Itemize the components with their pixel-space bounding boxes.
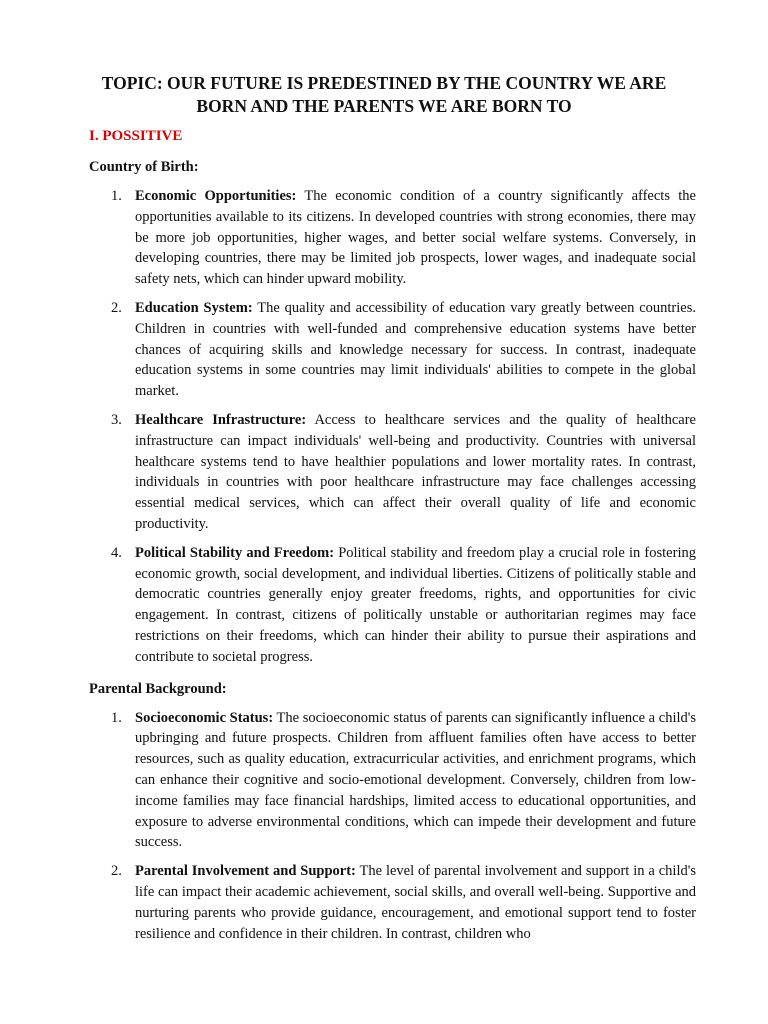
- list-item-text: The economic condition of a country significantly affects the opportunities available to its citizens. In developed countries with strong economies, there may be more job opportunities, higher wages, and better social welfare systems. Conversely, in developing countries, there may be limited job prospects, lower wages, and inadequate social safety nets, which can hinder upward mobility.: [135, 188, 696, 288]
- list-item-lead: Parental Involvement and Support:: [135, 863, 356, 880]
- list-item-lead: Healthcare Infrastructure:: [135, 411, 307, 428]
- list-item-text: The level of parental involvement and support in a child's life can impact their academic achievement, social skills, and overall well-being. Supportive and nurturing parents who provide guidance, encouragement, and emotional support tend to foster resilience and confidence in their children. In contrast, children who: [135, 863, 696, 942]
- list-item-number: 3.: [111, 411, 122, 428]
- list-item-text: Political stability and freedom play a crucial role in fostering economic growth, social development, and individual liberties. Citizens of politically stable and democratic countries generally enjoy greater freedoms, rights, and opportunities for civic engagement. In contrast, citizens of politically unstable or authoritarian regimes may face restrictions on their freedoms, which can hinder their ability to pursue their aspirations and contribute to societal progress.: [135, 544, 696, 665]
- list-item-text: The quality and accessibility of education vary greatly between countries. Children in countries with well-funded and comprehensive education systems have better chances of acquiring skills and knowledge necessary for success. In contrast, inadequate education systems in some countries may limit individuals' abilities to compete in the global market.: [135, 299, 696, 400]
- list-item: [89, 543, 696, 668]
- list-item-lead: Socioeconomic Status:: [135, 709, 274, 726]
- list-item-number: 1.: [111, 188, 122, 204]
- list-item-lead: Economic Opportunities:: [135, 188, 297, 204]
- list-item-number: 4.: [111, 544, 122, 561]
- parental-background-list: [89, 708, 696, 945]
- list-item: [89, 410, 696, 535]
- list-item: [89, 186, 696, 290]
- section-heading: I. POSSITIVE: [89, 128, 183, 144]
- parental-background-heading: Parental Background:: [89, 680, 227, 697]
- list-item: [89, 708, 696, 854]
- list-item: [89, 298, 696, 402]
- list-item-text: The socioeconomic status of parents can significantly influence a child's upbringing and future prospects. Children from affluent families often have access to better resources, such as quality education, extracurricular activities, and enrichment programs, which can enhance their cognitive and socio-emotional development. Conversely, children from low-income families may face financial hardships, limited access to educational opportunities, and exposure to adverse environmental conditions, which can impede their development and future success.: [135, 709, 697, 851]
- document-title: TOPIC: OUR FUTURE IS PREDESTINED BY THE COUNTRY WE ARE BORN AND THE PARENTS WE ARE BORN TO: [101, 73, 667, 116]
- list-item-lead: Education System:: [135, 299, 253, 316]
- country-of-birth-heading: Country of Birth:: [89, 159, 199, 175]
- list-item: [89, 861, 696, 944]
- list-item-text: Access to healthcare services and the quality of healthcare infrastructure can impact individuals' well-being and productivity. Countries with universal healthcare systems tend to have healthier populations and lower mortality rates. In contrast, individuals in countries with poor healthcare infrastructure may face challenges accessing essential medical services, which can affect their overall quality of life and economic productivity.: [135, 411, 696, 532]
- list-item-lead: Political Stability and Freedom:: [135, 544, 335, 561]
- list-item-number: 2.: [111, 863, 122, 880]
- list-item-number: 2.: [111, 299, 122, 316]
- country-of-birth-list: [89, 186, 696, 668]
- list-item-number: 1.: [111, 709, 122, 726]
